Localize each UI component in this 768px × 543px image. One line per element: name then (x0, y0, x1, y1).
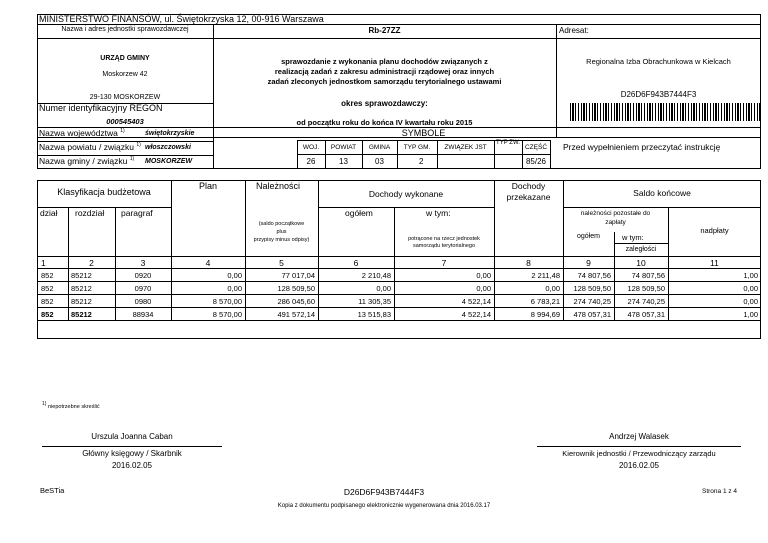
cell-paragraf: 0970 (134, 284, 152, 293)
symbol-header-czesc: CZĘŚĆ (524, 144, 548, 151)
cell-nadplaty: 1,00 (743, 310, 758, 319)
symbol-value-typ-gm: 2 (419, 157, 424, 166)
signer-right-name: Andrzej Walasek (609, 432, 669, 441)
header-nadplaty: nadpłaty (700, 226, 729, 235)
report-title-1: sprawozdanie z wykonania planu dochodów związanych z (281, 57, 488, 66)
col-number: 10 (636, 258, 646, 268)
cell-dzial: 852 (41, 284, 54, 293)
unit-name: URZĄD GMINY (100, 55, 150, 62)
signer-right-role: Kierownik jednostki / Przewodniczący zarządu (562, 449, 716, 458)
cell-dochody-ogolem: 2 210,48 (361, 271, 391, 280)
cell-plan: 8 570,00 (212, 310, 242, 319)
cell-rozdzial: 85212 (71, 284, 92, 293)
signer-right-date: 2016.02.05 (618, 461, 660, 470)
cell-dochody-ogolem: 13 515,83 (357, 310, 391, 319)
footer-software: BeSTia (40, 486, 65, 495)
period-value: od początku roku do końca IV kwartału roku 2015 (296, 118, 473, 127)
cell-potracone: 4 522,14 (461, 297, 491, 306)
voivodeship-label: Nazwa województwa $^{1)}$ (39, 128, 125, 138)
symbol-header-gmina: GMINA (368, 144, 391, 151)
divider (37, 256, 761, 257)
header-naleznosci-pozostale-1: należności pozostałe do (580, 210, 651, 217)
footer-page-number: Strona 1 z 4 (702, 488, 738, 495)
cell-zaleglosci: 478 057,31 (627, 310, 665, 319)
divider (614, 243, 668, 244)
cell-pozostale-ogolem: 274 740,25 (573, 297, 611, 306)
cell-zaleglosci: 274 740,25 (627, 297, 665, 306)
cell-nadplaty: 1,00 (743, 271, 758, 280)
cell-naleznosci: 491 572,14 (277, 310, 315, 319)
col-number: 8 (526, 258, 531, 268)
signer-left-role: Główny księgowy / Skarbnik (82, 449, 182, 458)
col-number: 6 (353, 258, 359, 268)
header-klasyfikacja: Klasyfikacja budżetowa (57, 187, 151, 197)
cell-paragraf: 88934 (132, 310, 154, 319)
col-number: 4 (205, 258, 211, 268)
cell-przekazane: 6 783,21 (530, 297, 560, 306)
cell-rozdzial: 85212 (71, 297, 92, 306)
cell-plan: 0,00 (227, 271, 242, 280)
report-title-3: zadań zleconych jednostkom samorządu terytorialnego ustawami (267, 77, 502, 86)
divider (297, 154, 550, 155)
divider (563, 207, 761, 208)
read-instructions: Przed wypełnieniem przeczytać instrukcję (563, 142, 721, 152)
col-number: 9 (586, 258, 591, 268)
divider (556, 24, 557, 38)
cell-paragraf: 0920 (134, 271, 152, 280)
cell-przekazane: 8 994,69 (530, 310, 560, 319)
header-potracone-1: potrącone na rzecz jednostek (408, 236, 480, 242)
header-zaleglosci: zaległości (625, 246, 657, 253)
header-dochody-przekazane-2: przekazane (506, 192, 551, 202)
header-w-tym-2: w tym: (622, 233, 644, 242)
divider (550, 140, 551, 169)
divider (556, 38, 557, 138)
header-dochody-wykonane: Dochody wykonane (368, 189, 444, 199)
cell-dzial: 852 (41, 271, 54, 280)
footnote: 1) niepotrzebne skreślić (42, 401, 100, 410)
unit-street: Moskorzew 42 (102, 71, 148, 78)
cell-plan: 0,00 (227, 284, 242, 293)
header-naleznosci-pozostale-2: zapłaty (605, 219, 626, 226)
regon-value: 000545403 (106, 117, 144, 126)
divider (37, 268, 761, 269)
cell-przekazane: 0,00 (545, 284, 560, 293)
divider (37, 320, 761, 321)
symbol-value-czesc: 85/26 (525, 157, 547, 166)
unit-city: 29-130 MOSKORZEW (89, 94, 161, 101)
cell-rozdzial: 85212 (71, 271, 92, 280)
cell-zaleglosci: 74 807,56 (631, 271, 665, 280)
regon-label: Numer identyfikacyjny REGON (39, 103, 163, 113)
cell-paragraf: 0980 (134, 297, 152, 306)
cell-naleznosci: 128 509,50 (277, 284, 315, 293)
symbol-value-powiat: 13 (339, 157, 348, 166)
divider (37, 294, 761, 295)
cell-nadplaty: 0,00 (743, 284, 758, 293)
cell-pozostale-ogolem: 478 057,31 (573, 310, 611, 319)
barcode-image (570, 103, 760, 121)
ministry-line: MINISTERSTWO FINANSÓW, ul. Świętokrzyska 12, 00-916 Warszawa (39, 14, 324, 24)
divider (37, 24, 761, 25)
cell-potracone: 4 522,14 (461, 310, 491, 319)
header-dzial: dział (40, 208, 58, 218)
divider (213, 127, 214, 169)
symbol-header-woj: WOJ. (302, 144, 320, 151)
voivodeship-value: świętokrzyskie (145, 130, 195, 137)
symbol-header-powiat: POWIAT (330, 144, 357, 151)
cell-rozdzial: 85212 (71, 310, 92, 319)
commune-value: MOSKORZEW (145, 158, 193, 165)
divider (37, 307, 761, 308)
header-rozdzial: rozdział (75, 208, 105, 218)
cell-nadplaty: 0,00 (743, 297, 758, 306)
symbol-header-typ-zw: TYP ZW. (496, 140, 520, 146)
cell-plan: 8 570,00 (212, 297, 242, 306)
header-w-tym: w tym: (426, 208, 451, 218)
cell-pozostale-ogolem: 74 807,56 (577, 271, 611, 280)
cell-naleznosci: 77 017,04 (281, 271, 315, 280)
cell-zaleglosci: 128 509,50 (627, 284, 665, 293)
doc-id: D26D6F943B7444F3 (620, 90, 697, 99)
header-ogolem: ogółem (345, 208, 373, 218)
divider (37, 38, 761, 39)
symbol-value-gmina: 03 (375, 157, 384, 166)
county-label: Nazwa powiatu / związku $^{1)}$ (39, 142, 141, 152)
cell-dochody-ogolem: 0,00 (376, 284, 391, 293)
header-paragraf: paragraf (121, 208, 153, 218)
signature-line-right (537, 446, 741, 447)
cell-dzial: 852 (41, 310, 54, 319)
footer-note: Kopia z dokumentu podpisanego elektronicznie wygenerowana dnia 2016.03.17 (277, 503, 491, 509)
col-number: 1 (41, 258, 46, 268)
cell-dzial: 852 (41, 297, 54, 306)
col-number: 3 (140, 258, 146, 268)
divider (37, 281, 761, 282)
header-dochody-przekazane-1: Dochody (511, 181, 546, 191)
naleznosci-note-3: przypisy minus odpisy) (253, 237, 310, 243)
cell-dochody-ogolem: 11 305,35 (358, 297, 391, 306)
header-plan: Plan (198, 181, 217, 191)
addressee: Regionalna Izba Obrachunkowa w Kielcach (586, 57, 731, 66)
reporting-unit-label: Nazwa i adres jednostki sprawozdawczej (61, 26, 189, 33)
signature-line-left (42, 446, 222, 447)
symbols-title: SYMBOLE (401, 128, 446, 138)
header-potracone-2: samorządu terytorialnego (412, 243, 476, 249)
signer-left-name: Urszula Joanna Caban (91, 432, 173, 441)
col-number: 2 (89, 258, 94, 268)
col-number: 5 (279, 258, 284, 268)
signer-left-date: 2016.02.05 (111, 461, 153, 470)
col-number: 7 (441, 258, 447, 268)
county-value: włoszczowski (145, 144, 191, 151)
symbol-value-woj: 26 (306, 157, 316, 166)
cell-naleznosci: 286 045,60 (277, 297, 315, 306)
header-saldo-koncowe: Saldo końcowe (633, 188, 691, 198)
period-label: okres sprawozdawczy: (341, 99, 428, 108)
footer-doc-id: D26D6F943B7444F3 (343, 487, 425, 497)
cell-potracone: 0,00 (476, 284, 491, 293)
commune-label: Nazwa gminy / związku $^{1)}$ (39, 156, 135, 166)
header-naleznosci: Należności (256, 181, 301, 191)
col-number: 11 (710, 258, 719, 268)
header-ogolem-2: ogółem (577, 233, 600, 240)
symbol-header-zwiazek: ZWIĄZEK JST (444, 144, 487, 151)
form-code: Rb-27ZZ (368, 26, 401, 35)
naleznosci-note-2: plus (276, 229, 287, 235)
cell-potracone: 0,00 (476, 271, 491, 280)
cell-przekazane: 2 211,48 (531, 271, 560, 280)
cell-pozostale-ogolem: 128 509,50 (573, 284, 611, 293)
symbol-header-typ-gm: TYP GM. (403, 144, 431, 151)
report-title-2: realizacją zadań z zakresu administracji rządowej oraz innych (274, 67, 495, 76)
addressee-label: Adresat: (559, 26, 589, 35)
naleznosci-note-1: (saldo początkowe (258, 221, 305, 227)
